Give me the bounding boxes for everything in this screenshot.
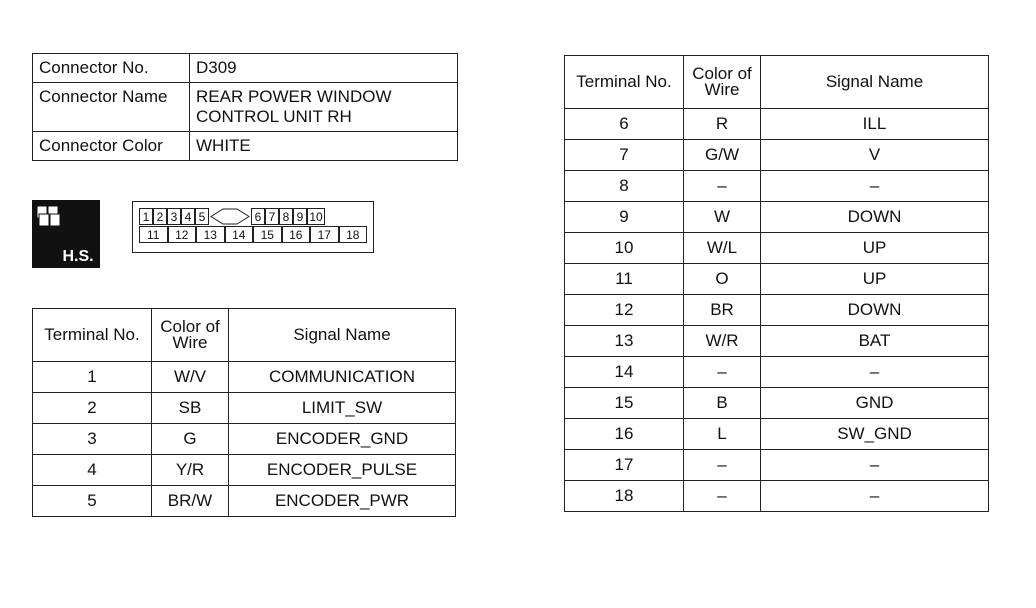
table-row [33,424,456,455]
connector-info-table [32,53,458,161]
connector-color-row [33,132,458,161]
pin-grid [139,208,367,246]
terminal-no-cell: 3 [33,424,152,455]
connector-name-label: Connector Name [33,83,190,132]
table-row [565,450,989,481]
hs-badge-text: H.S. [62,248,94,265]
wire-color-cell: W/R [684,326,761,357]
wire-color-cell: – [684,450,761,481]
terminal-table-left [32,308,456,517]
signal-name-cell: ENCODER_GND [229,424,456,455]
signal-name-cell: UP [761,233,989,264]
terminal-table-header [565,56,989,109]
pin-cell: 13 [196,226,225,243]
terminal-table-right [564,55,989,512]
pin-cell: 15 [253,226,282,243]
signal-name-cell: V [761,140,989,171]
table-row [33,486,456,517]
terminal-no-cell: 8 [565,171,684,202]
wire-color-cell: O [684,264,761,295]
table-row [565,388,989,419]
signal-name-cell: LIMIT_SW [229,393,456,424]
wire-color-cell: G/W [684,140,761,171]
terminal-table-header [33,309,456,362]
signal-name-cell: BAT [761,326,989,357]
wire-color-cell: BR/W [152,486,229,517]
terminal-no-cell: 14 [565,357,684,388]
wire-color-cell: – [684,481,761,512]
signal-name-header: Signal Name [229,309,456,362]
table-row [33,393,456,424]
signal-name-cell: ILL [761,109,989,140]
table-row [33,455,456,486]
terminal-no-cell: 15 [565,388,684,419]
connector-name-value [190,83,458,132]
wire-color-cell: W/L [684,233,761,264]
terminal-no-cell: 13 [565,326,684,357]
wire-color-cell: R [684,109,761,140]
terminal-no-cell: 10 [565,233,684,264]
signal-name-cell: ENCODER_PWR [229,486,456,517]
wire-color-cell: Y/R [152,455,229,486]
connector-name-line2: CONTROL UNIT RH [196,107,352,126]
signal-name-cell: SW_GND [761,419,989,450]
wire-color-header [684,56,761,109]
signal-name-header: Signal Name [761,56,989,109]
pin-cell: 6 [251,208,265,225]
terminal-no-cell: 11 [565,264,684,295]
wire-color-cell: – [684,171,761,202]
connector-name-line1: REAR POWER WINDOW [196,87,392,106]
wire-color-header-line1: Color of [692,64,752,83]
terminal-no-cell: 9 [565,202,684,233]
terminal-no-cell: 1 [33,362,152,393]
connector-no-value: D309 [190,54,458,83]
connector-no-row [33,54,458,83]
terminal-no-cell: 2 [33,393,152,424]
signal-name-cell: DOWN [761,295,989,326]
wire-color-cell: W [684,202,761,233]
wire-color-cell: W/V [152,362,229,393]
terminal-no-cell: 5 [33,486,152,517]
pin-cell: 8 [279,208,293,225]
connector-icon [37,206,60,226]
pin-cell: 14 [225,226,254,243]
terminal-no-header: Terminal No. [565,56,684,109]
table-row [565,326,989,357]
table-row [565,357,989,388]
terminal-no-cell: 16 [565,419,684,450]
terminal-no-cell: 12 [565,295,684,326]
signal-name-cell: – [761,481,989,512]
wire-color-header-line2: Wire [172,333,208,352]
terminal-no-cell: 18 [565,481,684,512]
signal-name-cell: UP [761,264,989,295]
table-row [565,140,989,171]
pin-cell: 3 [167,208,181,225]
pin-cell: 11 [139,226,168,243]
signal-name-cell: COMMUNICATION [229,362,456,393]
signal-name-cell: ENCODER_PULSE [229,455,456,486]
table-row [565,419,989,450]
table-row [565,109,989,140]
connector-key-icon [209,208,251,225]
signal-name-cell: GND [761,388,989,419]
signal-name-cell: DOWN [761,202,989,233]
wire-color-cell: BR [684,295,761,326]
signal-name-cell: – [761,450,989,481]
table-row [565,264,989,295]
table-row [33,362,456,393]
pin-cell: 7 [265,208,279,225]
signal-name-cell: – [761,357,989,388]
table-row [565,295,989,326]
terminal-no-cell: 6 [565,109,684,140]
wire-color-cell: L [684,419,761,450]
terminal-no-cell: 4 [33,455,152,486]
hs-badge [32,200,100,268]
pin-cell: 9 [293,208,307,225]
table-row [565,481,989,512]
pin-cell: 2 [153,208,167,225]
connector-pin-diagram [132,201,374,253]
connector-color-label: Connector Color [33,132,190,161]
connector-color-value: WHITE [190,132,458,161]
wire-color-cell: G [152,424,229,455]
wire-color-cell: SB [152,393,229,424]
connector-no-label: Connector No. [33,54,190,83]
pin-cell: 16 [282,226,311,243]
pin-cell: 1 [139,208,153,225]
terminal-no-cell: 7 [565,140,684,171]
pin-cell: 18 [339,226,368,243]
terminal-no-cell: 17 [565,450,684,481]
pin-cell: 17 [310,226,339,243]
connector-name-row [33,83,458,132]
table-row [565,171,989,202]
wire-color-cell: – [684,357,761,388]
pin-cell: 10 [307,208,325,225]
signal-name-cell: – [761,171,989,202]
table-row [565,233,989,264]
pin-cell: 4 [181,208,195,225]
table-row [565,202,989,233]
pin-cell: 5 [195,208,209,225]
pin-cell: 12 [168,226,197,243]
wire-color-header-line2: Wire [704,80,740,99]
wire-color-cell: B [684,388,761,419]
wire-color-header-line1: Color of [160,317,220,336]
terminal-no-header: Terminal No. [33,309,152,362]
wire-color-header [152,309,229,362]
